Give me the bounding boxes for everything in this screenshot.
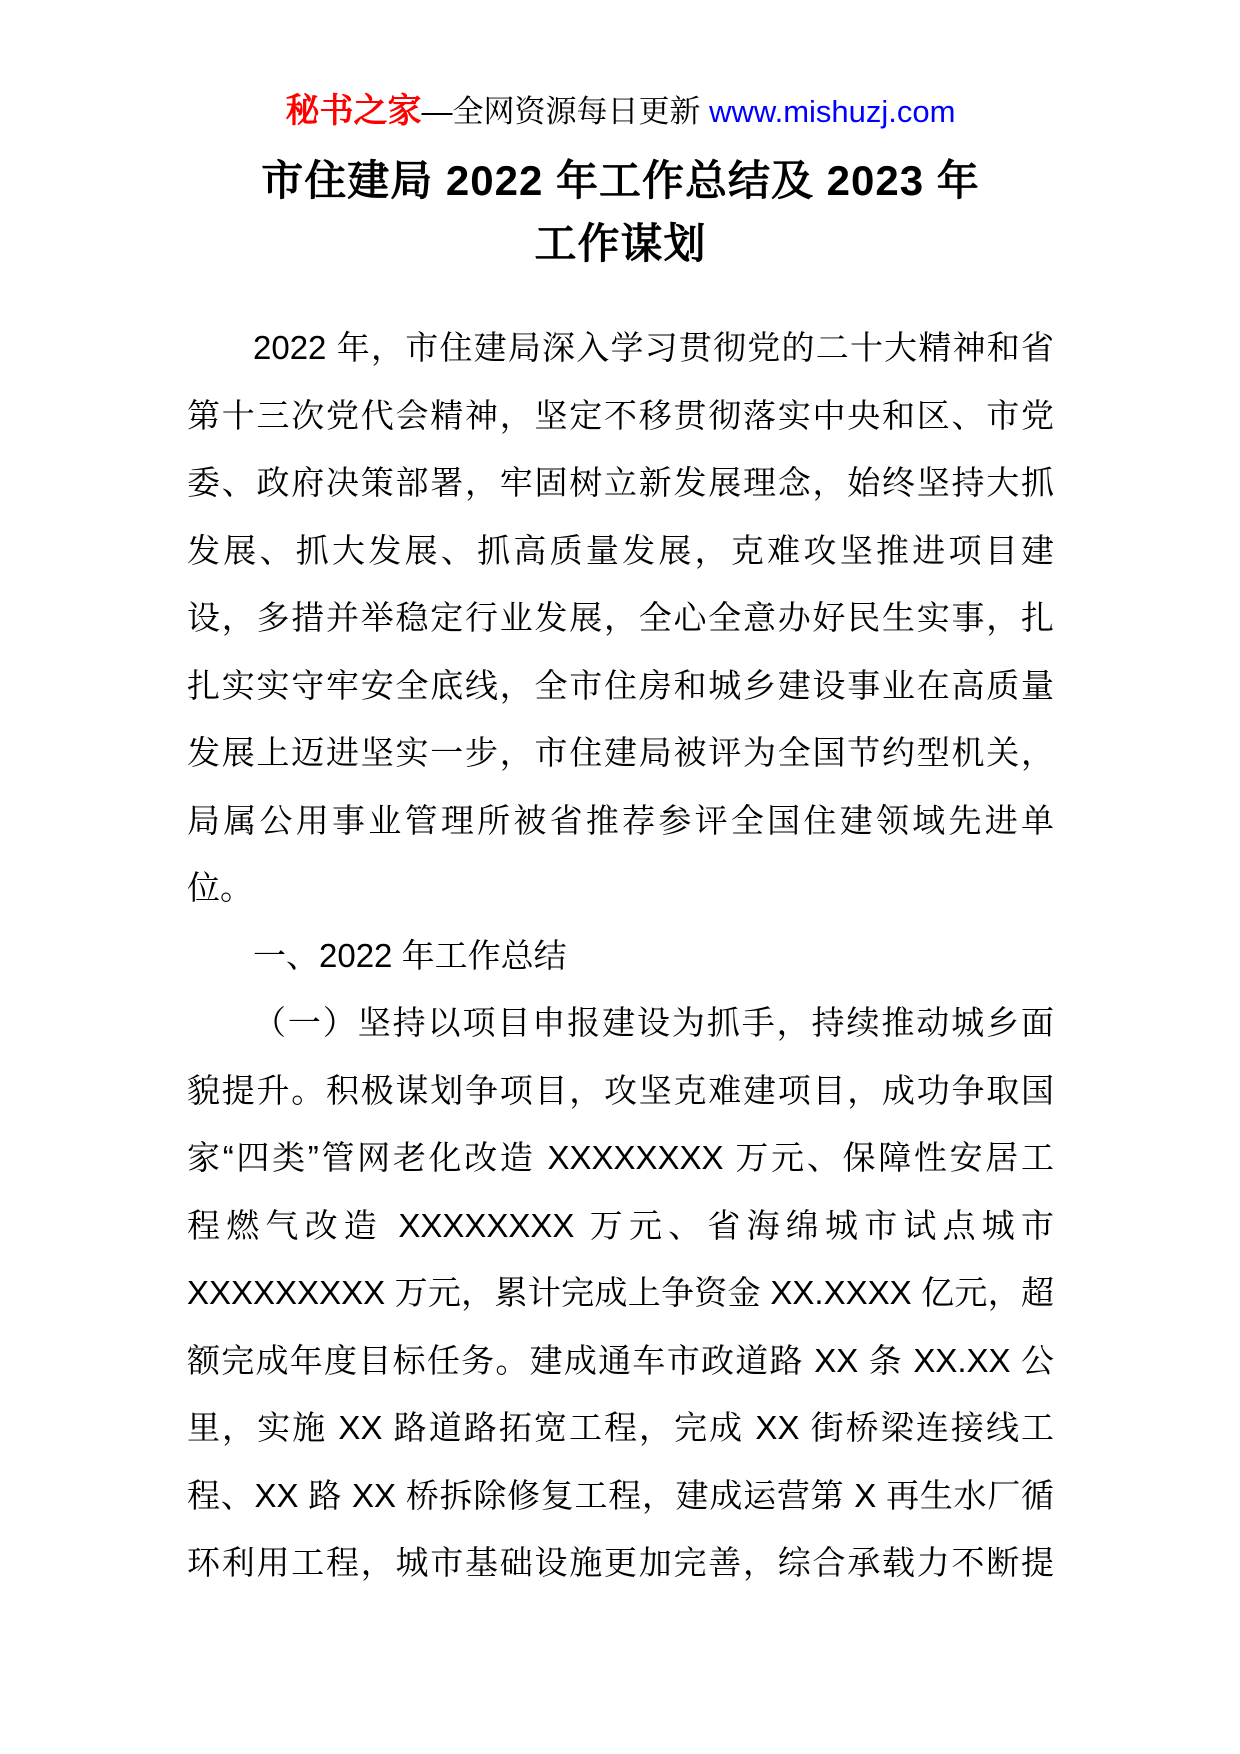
body-line: 位。 [187, 869, 253, 906]
document-body [187, 314, 1054, 1597]
section-heading: 一、2022 年工作总结 [253, 936, 567, 974]
body-line: 程、XX 路 XX 桥拆除修复工程，建成运营第 X 再生水厂循 [187, 1476, 1054, 1514]
body-line: XXXXXXXXX 万元，累计完成上争资金 XX.XXXX 亿元，超 [187, 1274, 1054, 1311]
site-url-link[interactable]: www.mishuzj.com [709, 94, 956, 129]
doc-header [187, 0, 1054, 135]
site-brand: 秘书之家 [285, 92, 422, 130]
body-line: 里，实施 XX 路道路拓宽工程，完成 XX 街桥梁连接线工 [187, 1409, 1054, 1446]
body-line: 额完成年度目标任务。建成通车市政道路 XX 条 XX.XX 公 [187, 1341, 1054, 1379]
body-line: 貌提升。积极谋划争项目，攻坚克难建项目，成功争取国 [187, 1071, 1054, 1109]
body-line: 环利用工程，城市基础设施更加完善，综合承载力不断提 [187, 1544, 1054, 1581]
body-line: 家“四类”管网老化改造 XXXXXXXX 万元、保障性安居工 [187, 1139, 1054, 1176]
body-line: 程燃气改造 XXXXXXXX 万元、省海绵城市试点城市 [187, 1206, 1054, 1244]
body-line: 第十三次党代会精神，坚定不移贯彻落实中央和区、市党 [187, 396, 1054, 434]
body-line: 2022 年，市住建局深入学习贯彻党的二十大精神和省 [253, 329, 1054, 366]
body-line: 扎实实守牢安全底线，全市住房和城乡建设事业在高质量 [187, 666, 1054, 704]
doc-title-line-1: 市住建局 2022 年工作总结及 2023 年 [261, 157, 980, 204]
body-line: 设，多措并举稳定行业发展，全心全意办好民生实事，扎 [187, 599, 1054, 636]
document-title [187, 149, 1054, 275]
header-tagline: —全网资源每日更新 [421, 94, 710, 129]
body-line: 委、政府决策部署，牢固树立新发展理念，始终坚持大抓 [187, 464, 1054, 501]
body-line: 发展上迈进坚实一步，市住建局被评为全国节约型机关， [187, 734, 1054, 771]
body-line: 发展、抓大发展、抓高质量发展，克难攻坚推进项目建 [187, 531, 1054, 569]
body-line: 局属公用事业管理所被省推荐参评全国住建领域先进单 [187, 801, 1054, 839]
body-line: （一）坚持以项目申报建设为抓手，持续推动城乡面 [253, 1004, 1054, 1041]
doc-title-line-2: 工作谋划 [534, 220, 707, 267]
